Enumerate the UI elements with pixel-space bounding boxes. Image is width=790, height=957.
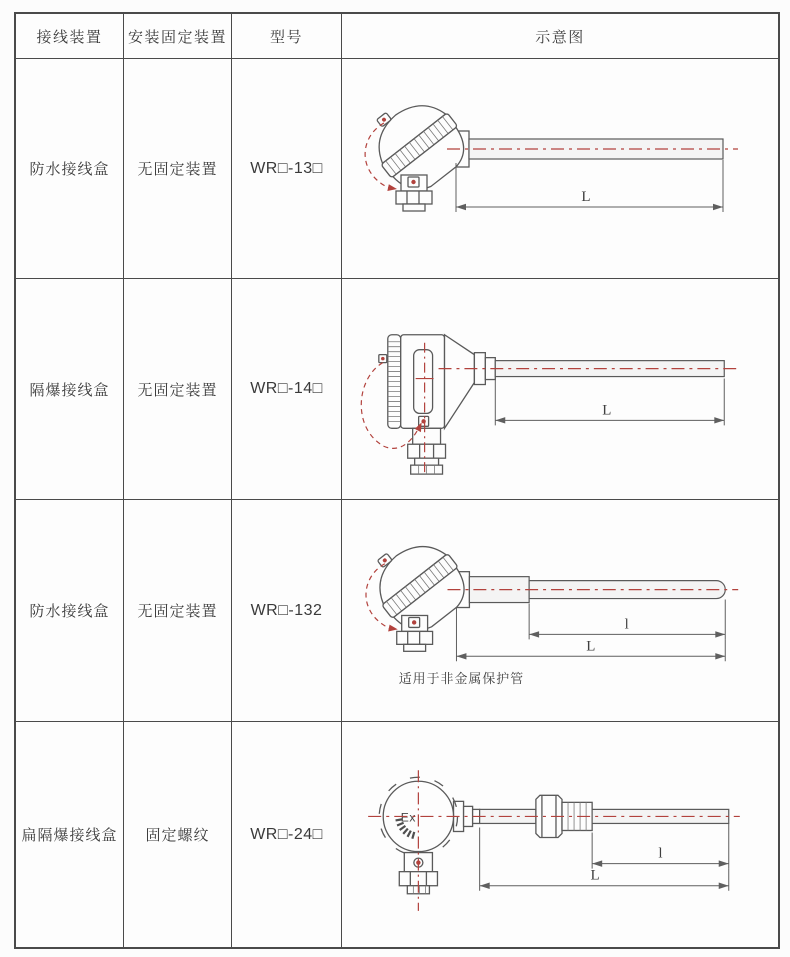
cell-mounting-device	[124, 59, 232, 279]
cell-model	[232, 722, 342, 947]
product-spec-table	[14, 12, 780, 949]
column-header-schematic	[342, 14, 778, 59]
dim-L-label: L	[586, 638, 596, 655]
connection-head	[379, 770, 457, 911]
connection-device-label: 防水接线盒	[29, 161, 110, 178]
connection-head	[361, 335, 495, 476]
connection-head	[358, 83, 477, 211]
mounting-device-label: 无固定装置	[137, 161, 218, 178]
header-label: 示意图	[535, 28, 585, 46]
cell-model	[232, 59, 342, 279]
thermocouple-schematic-wr13-icon	[342, 59, 778, 278]
cell-mounting-device	[124, 500, 232, 722]
ex-marking-label: Ex	[400, 810, 416, 825]
connection-head	[358, 524, 477, 652]
cable-gland	[396, 175, 432, 211]
connection-device-label: 扁隔爆接线盒	[21, 827, 118, 844]
dim-l-label: l	[658, 845, 663, 862]
cell-mounting-device	[124, 279, 232, 500]
dim-L-label: L	[602, 402, 612, 419]
dimension-L	[495, 379, 724, 426]
cell-connection-device	[16, 500, 124, 722]
dimension-L	[456, 160, 723, 212]
cell-schematic	[342, 59, 778, 279]
cell-connection-device	[16, 279, 124, 500]
mounting-device-label: 无固定装置	[137, 381, 218, 399]
column-header-mounting-device	[124, 14, 232, 59]
dim-l-label: l	[624, 616, 629, 633]
cable-gland	[397, 615, 433, 651]
thermocouple-schematic-wr14-icon	[342, 279, 778, 499]
diagram-note: 适用于非金属保护管	[398, 671, 525, 687]
dimension-l	[592, 823, 729, 868]
cell-schematic	[342, 722, 778, 947]
model-label: WR□-24□	[250, 825, 323, 843]
model-label: WR□-14□	[250, 380, 323, 397]
mounting-device-label: 无固定装置	[137, 603, 218, 620]
header-label: 型号	[269, 28, 303, 46]
dim-L-label: L	[581, 189, 591, 205]
thermocouple-schematic-wr24-icon	[342, 722, 778, 947]
connection-device-label: 隔爆接线盒	[29, 381, 110, 399]
dimension-l	[529, 600, 725, 640]
cell-schematic	[342, 279, 778, 500]
mounting-device-label: 固定螺纹	[145, 827, 210, 844]
column-header-model	[232, 14, 342, 59]
header-label: 安装固定装置	[127, 28, 227, 46]
model-label: WR□-13□	[250, 159, 323, 177]
dim-L-label: L	[590, 867, 600, 884]
model-label: WR□-132	[250, 601, 323, 619]
connection-device-label: 防水接线盒	[29, 603, 110, 620]
cell-connection-device	[16, 59, 124, 279]
cell-schematic	[342, 500, 778, 722]
cell-model	[232, 279, 342, 500]
cable-gland	[408, 428, 446, 474]
column-header-connection-device	[16, 14, 124, 59]
cell-model	[232, 500, 342, 722]
cell-connection-device	[16, 722, 124, 947]
thermocouple-schematic-wr132-icon	[342, 500, 778, 721]
dimension-L	[480, 827, 729, 890]
cell-mounting-device	[124, 722, 232, 947]
header-label: 接线装置	[36, 28, 103, 46]
